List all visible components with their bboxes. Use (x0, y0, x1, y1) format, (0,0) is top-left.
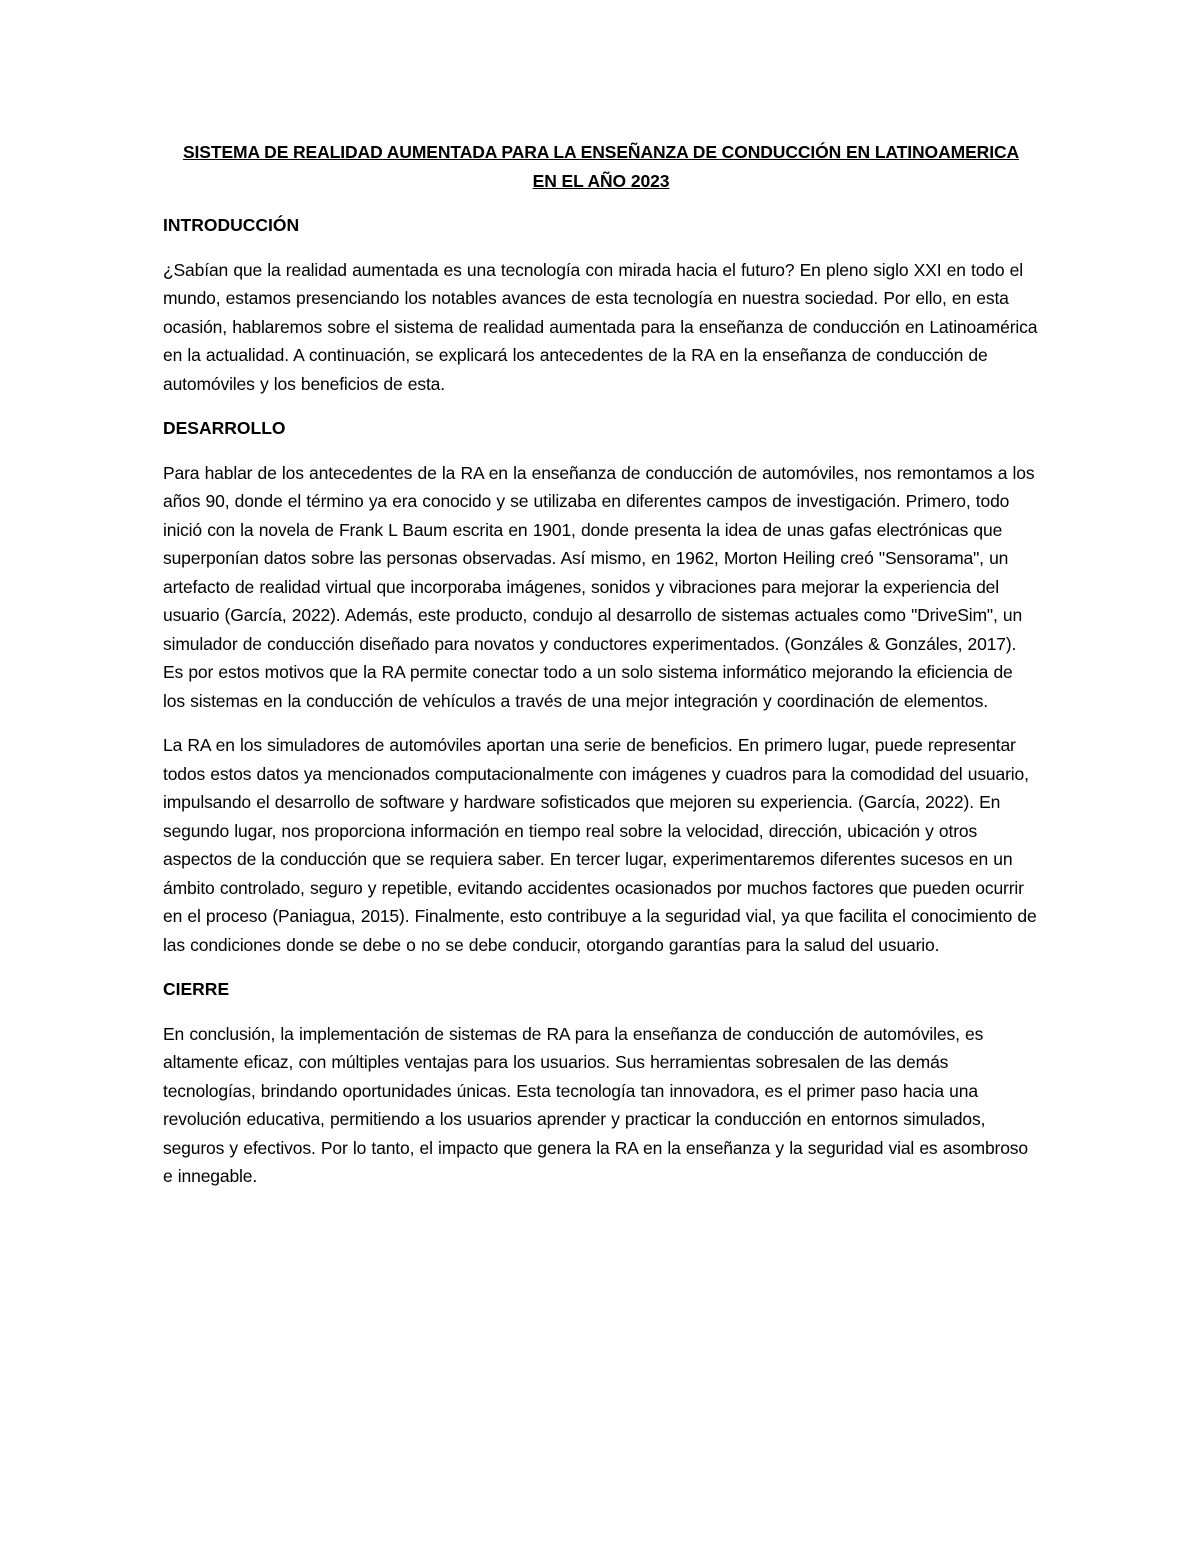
title-line-2: EN EL AÑO 2023 (532, 170, 670, 191)
section-heading-introduccion: INTRODUCCIÓN (163, 215, 300, 235)
document-body (163, 138, 1039, 1207)
section-heading-cierre: CIERRE (163, 979, 230, 999)
section-heading-desarrollo: DESARROLLO (163, 418, 286, 438)
intro-paragraph: ¿Sabían que la realidad aumentada es una tecnología con mirada hacia el futuro? En pleno siglo XXI en todo el mundo, estamos presenciando los notables avances de esta tecnología en nuestra sociedad. Por ello, en esta ocasión, hablaremos sobre el sistema de realidad aumentada para la enseñanza de conducción en Latinoamérica en la actualidad. A continuación, se explicará los antecedentes de la RA en la enseñanza de conducción de automóviles y los beneficios de esta. (163, 259, 1038, 394)
cierre-paragraph: En conclusión, la implementación de sistemas de RA para la enseñanza de conducción de automóviles, es altamente eficaz, con múltiples ventajas para los usuarios. Sus herramientas sobresalen de las demás tecnologías, brindando oportunidades únicas. Esta tecnología tan innovadora, es el primer paso hacia una revolución educativa, permitiendo a los usuarios aprender y practicar la conducción en entornos simulados, seguros y efectivos. Por lo tanto, el impacto que genera la RA en la enseñanza y la seguridad vial es asombroso e innegable. (163, 1023, 1028, 1186)
desarrollo-paragraph-2: La RA en los simuladores de automóviles aportan una serie de beneficios. En primero lugar, puede representar todos estos datos ya mencionados computacionalmente con imágenes y cuadros para la comodidad del usuario, impulsando el desarrollo de software y hardware sofisticados que mejoren su experiencia. (García, 2022). En segundo lugar, nos proporciona información en tiempo real sobre la velocidad, dirección, ubicación y otros aspectos de la conducción que se requiera saber. En tercer lugar, experimentaremos diferentes sucesos en un ámbito controlado, seguro y repetible, evitando accidentes ocasionados por muchos factores que pueden ocurrir en el proceso (Paniagua, 2015). Finalmente, esto contribuye a la seguridad vial, ya que facilita el conocimiento de las condiciones donde se debe o no se debe conducir, otorgando garantías para la salud del usuario. (163, 735, 1037, 955)
title-line-1: SISTEMA DE REALIDAD AUMENTADA PARA LA ENSEÑANZA DE CONDUCCIÓN EN LATINOAMERICA (182, 142, 1020, 162)
document-title (163, 138, 1039, 195)
desarrollo-paragraph-1: Para hablar de los antecedentes de la RA en la enseñanza de conducción de automóviles, nos remontamos a los años 90, donde el término ya era conocido y se utilizaba en diferentes campos de investigación. Primero, todo inició con la novela de Frank L Baum escrita en 1901, donde presenta la idea de unas gafas electrónicas que superponían datos sobre las personas observadas. Así mismo, en 1962, Morton Heiling creó "Sensorama", un artefacto de realidad virtual que incorporaba imágenes, sonidos y vibraciones para mejorar la experiencia del usuario (García, 2022). Además, este producto, condujo al desarrollo de sistemas actuales como "DriveSim", un simulador de conducción diseñado para novatos y conductores experimentados. (Gonzáles & Gonzáles, 2017). Es por estos motivos que la RA permite conectar todo a un solo sistema informático mejorando la eficiencia de los sistemas en la conducción de vehículos a través de una mejor integración y coordinación de elementos. (163, 462, 1035, 711)
